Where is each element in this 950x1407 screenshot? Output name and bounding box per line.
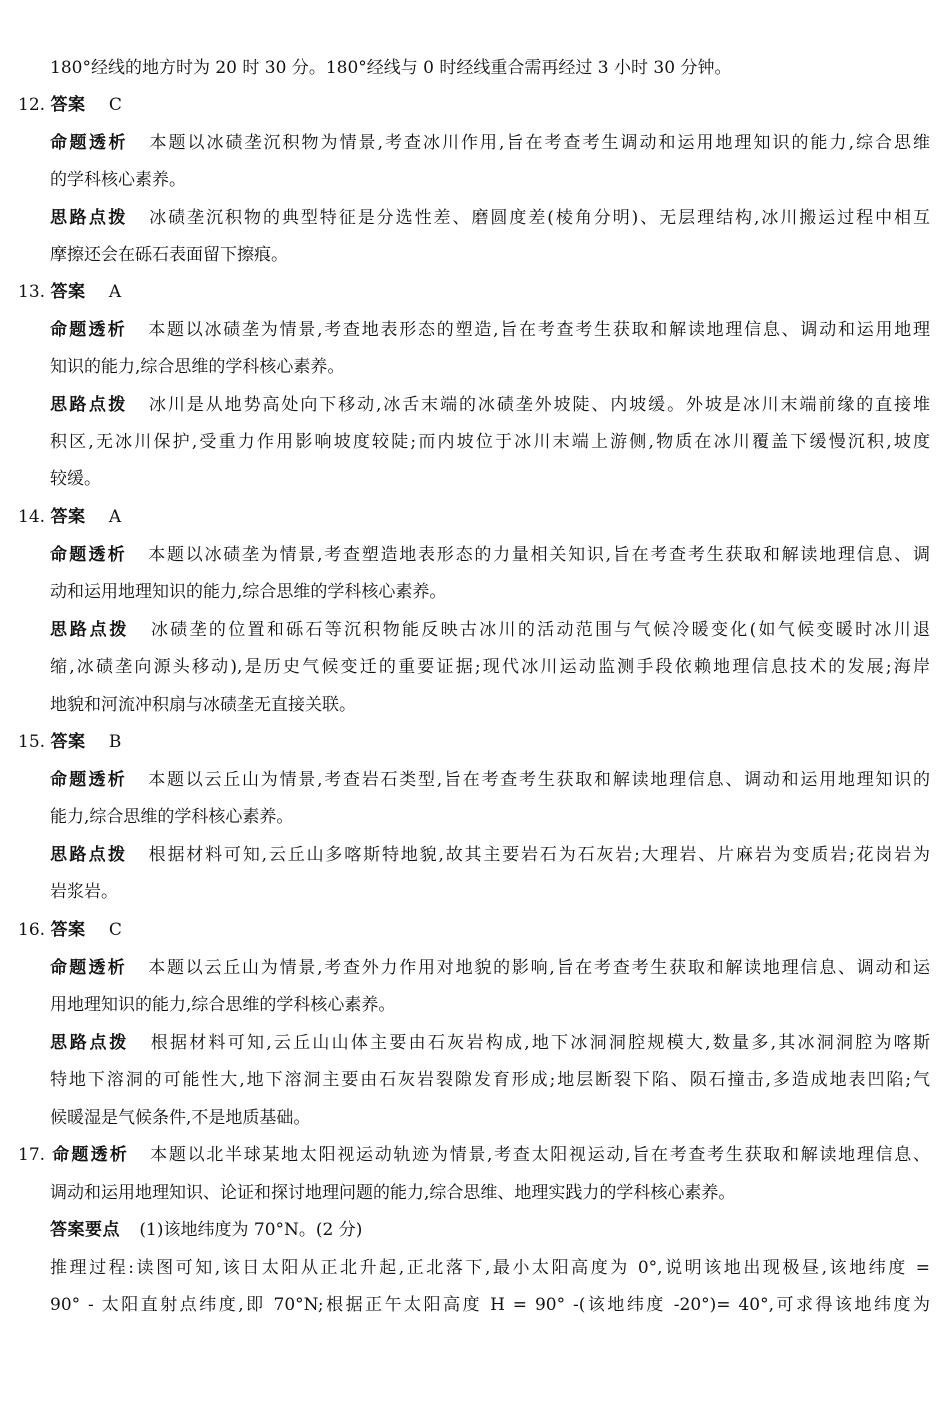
q16-intent-line-1 (50, 956, 930, 980)
text-line: 地貌和河流冲积扇与冰碛垄无直接关联。 (50, 695, 356, 715)
q17-intent-line-1 (18, 1143, 930, 1167)
intent-label: 命题透析 (50, 770, 128, 790)
q13-hint-line-1 (50, 393, 930, 417)
text-line: 知识的能力,综合思维的学科核心素养。 (50, 357, 345, 377)
q16-answer-row (18, 918, 930, 942)
q17-number: 17. (18, 1145, 46, 1165)
intent-label: 命题透析 (50, 133, 129, 153)
intent-text: 本题以冰碛垄为情景,考查塑造地表形态的力量相关知识,旨在考查考生获取和解读地理信息、调 (148, 545, 930, 565)
intent-text: 本题以冰碛垄为情景,考查地表形态的塑造,旨在考查考生获取和解读地理信息、调动和运用地理 (148, 320, 930, 340)
q13-answer-row (18, 280, 930, 304)
q12-answer-row (18, 93, 930, 117)
hint-text: 冰川是从地势高处向下移动,冰舌末端的冰碛垄外坡陡、内坡缓。外坡是冰川末端前缘的直接堆 (149, 395, 930, 415)
q16-hint-line-1 (50, 1031, 930, 1055)
text-line: 90° - 太阳直射点纬度,即 70°N;根据正午太阳高度 H = 90° -(该地纬度 -20°)= 40°,可求得该地纬度为 (50, 1295, 930, 1315)
hint-text: 冰碛垄的位置和砾石等沉积物能反映古冰川的活动范围与气候冷暖变化(如气候变暖时冰川退 (150, 620, 930, 640)
answer-label: 答案 (50, 95, 86, 115)
text-line: 的学科核心素养。 (50, 170, 186, 190)
text-line: 候暖湿是气候条件,不是地质基础。 (50, 1108, 311, 1128)
intent-label: 命题透析 (50, 958, 128, 978)
q12-number: 12. (18, 95, 46, 115)
hint-label: 思路点拨 (50, 620, 130, 640)
q15-intent-line-1 (50, 768, 930, 792)
q14-answer: A (108, 507, 122, 527)
answer-label: 答案 (50, 282, 86, 302)
hint-text: 根据材料可知,云丘山多喀斯特地貌,故其主要岩石为石灰岩;大理岩、片麻岩为变质岩;花岗岩为 (148, 845, 930, 865)
intent-text: 本题以云丘山为情景,考查外力作用对地貌的影响,旨在考查考生获取和解读地理信息、调动和运 (148, 958, 930, 978)
intent-text: 本题以冰碛垄沉积物为情景,考查冰川作用,旨在考查考生调动和运用地理知识的能力,综合思维 (149, 133, 930, 153)
text-line: 调动和运用地理知识、论证和探讨地理问题的能力,综合思维、地理实践力的学科核心素养。 (50, 1183, 736, 1203)
q14-intent-line-1 (50, 543, 930, 567)
q12-hint-line-1 (50, 206, 930, 230)
hint-label: 思路点拨 (50, 845, 128, 865)
text-line: 用地理知识的能力,综合思维的学科核心素养。 (50, 995, 396, 1015)
q15-answer-row (18, 730, 930, 754)
hint-text: 冰碛垄沉积物的典型特征是分选性差、磨圆度差(棱角分明)、无层理结构,冰川搬运过程中相互 (149, 208, 930, 228)
q14-answer-row (18, 505, 930, 529)
intent-label: 命题透析 (50, 320, 128, 340)
q13-answer: A (108, 282, 122, 302)
text-line: 180°经线的地方时为 20 时 30 分。180°经线与 0 时经线重合需再经过 3 小时 30 分钟。 (50, 58, 732, 78)
q13-number: 13. (18, 282, 46, 302)
intent-text: 本题以云丘山为情景,考查岩石类型,旨在考查考生获取和解读地理信息、调动和运用地理知识的 (148, 770, 930, 790)
intent-text: 本题以北半球某地太阳视运动轨迹为情景,考查太阳视运动,旨在考查考生获取和解读地理信息、 (150, 1145, 930, 1165)
text-line: 积区,无冰川保护,受重力作用影响坡度较陡;而内坡位于冰川末端上游侧,物质在冰川覆盖下缓慢沉积,坡度 (50, 432, 930, 452)
text-line: 缩,冰碛垄向源头移动),是历史气候变迁的重要证据;现代冰川运动监测手段依赖地理信息技术的发展;海岸 (50, 657, 930, 677)
q17-key-points-row (50, 1218, 930, 1242)
answer-label: 答案 (50, 732, 86, 752)
text-line: 推理过程:读图可知,该日太阳从正北升起,正北落下,最小太阳高度为 0°,说明该地出现极昼,该地纬度 = (50, 1258, 930, 1278)
q15-hint-line-1 (50, 843, 930, 867)
hint-label: 思路点拨 (50, 395, 128, 415)
text-line: 岩浆岩。 (50, 882, 118, 902)
q15-number: 15. (18, 732, 46, 752)
text-line: 动和运用地理知识的能力,综合思维的学科核心素养。 (50, 582, 447, 602)
hint-text: 根据材料可知,云丘山山体主要由石灰岩构成,地下冰洞洞腔规模大,数量多,其冰洞洞腔为喀斯 (150, 1033, 930, 1053)
q14-hint-line-1 (50, 618, 930, 642)
text-line: 摩擦还会在砾石表面留下擦痕。 (50, 245, 288, 265)
q13-intent-line-1 (50, 318, 930, 342)
text-line: 较缓。 (50, 469, 101, 489)
q14-number: 14. (18, 507, 46, 527)
answer-label: 答案 (50, 920, 86, 940)
key-points-text: (1)该地纬度为 70°N。(2 分) (139, 1220, 363, 1240)
text-line: 特地下溶洞的可能性大,地下溶洞主要由石灰岩裂隙发育形成;地层断裂下陷、陨石撞击,多造成地表凹陷;气 (50, 1070, 930, 1090)
q15-answer: B (108, 732, 122, 752)
answer-label: 答案 (50, 507, 86, 527)
q12-intent-line-1 (50, 131, 930, 155)
text-line: 能力,综合思维的学科核心素养。 (50, 807, 294, 827)
q16-answer: C (108, 920, 122, 940)
q12-answer: C (108, 95, 122, 115)
intent-label: 命题透析 (52, 1145, 130, 1165)
key-points-label: 答案要点 (50, 1220, 120, 1240)
hint-label: 思路点拨 (50, 208, 128, 228)
q16-number: 16. (18, 920, 46, 940)
intent-label: 命题透析 (50, 545, 128, 565)
hint-label: 思路点拨 (50, 1033, 130, 1053)
